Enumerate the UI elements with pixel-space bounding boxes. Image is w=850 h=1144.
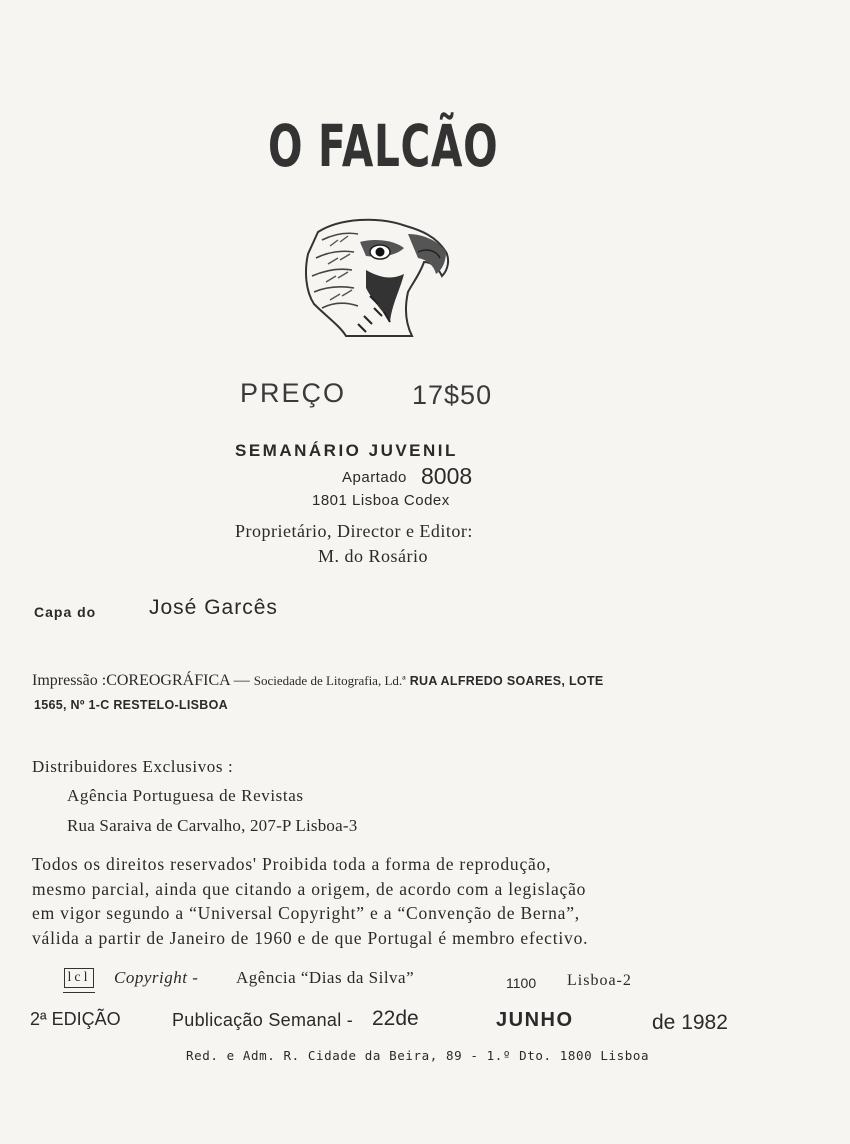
copyright-agency: Agência “Dias da Silva” [236, 968, 415, 987]
copyright-symbol: lcl [64, 968, 94, 988]
price-value: 17$50 [412, 380, 493, 410]
copyright-postal-code: 1100 [506, 975, 537, 991]
publication-year: de 1982 [652, 1011, 728, 1034]
publication-month: JUNHO [496, 1009, 574, 1031]
printing-company-detail: Sociedade de Litografia, Ld.ª [253, 673, 406, 688]
distributor-agency: Agência Portuguesa de Revistas [67, 786, 304, 805]
rights-line: Todos os direitos reservados' Proibida toda a forma de reprodução, [32, 854, 552, 874]
publication-city: 1801 Lisboa Codex [312, 492, 450, 509]
copyright-word: Copyright - [114, 968, 199, 987]
weekly-publication-label: Publicação Semanal - [172, 1010, 354, 1030]
distributors-title: Distribuidores Exclusivos : [32, 757, 234, 776]
cover-credit-label: Capa do [34, 604, 97, 620]
printing-address-continued: 1565, Nº 1-C RESTELO-LISBOA [34, 698, 228, 712]
rights-line: mesmo parcial, ainda que citando a origem, de acordo com a legislação [32, 878, 587, 899]
distributor-address: Rua Saraiva de Carvalho, 207-P Lisboa-3 [67, 816, 358, 835]
printing-label: Impressão : [32, 672, 107, 689]
printing-company: COREOGRÁFICA — [106, 672, 250, 689]
publication-roles: Proprietário, Director e Editor: [235, 521, 473, 541]
rights-line: válida a partir de Janeiro de 1960 e de que Portugal é membro efectivo. [32, 927, 589, 948]
falcon-head-illustration [300, 212, 452, 338]
publication-day: 22de [372, 1007, 419, 1030]
apartado-number: 8008 [421, 463, 473, 489]
edition-number: 2ª EDIÇÃO [30, 1009, 121, 1029]
apartado-label: Apartado [342, 469, 407, 486]
rights-line: em vigor segundo a “Universal Copyright” e a “Convenção de Berna”, [32, 903, 580, 923]
publication-subtitle: SEMANÁRIO JUVENIL [235, 441, 458, 460]
printing-address: RUA ALFREDO SOARES, LOTE [409, 674, 604, 688]
cover-artist-name: José Garcês [149, 596, 278, 619]
price-label: PREÇO [240, 378, 347, 408]
printing-info [32, 672, 604, 690]
administration-address: Red. e Adm. R. Cidade da Beira, 89 - 1.º Dto. 1800 Lisboa [186, 1048, 650, 1063]
publication-owner: M. do Rosário [318, 546, 428, 566]
rights-notice [32, 852, 762, 950]
masthead-title: O FALCÃO [268, 112, 499, 180]
copyright-city: Lisboa-2 [567, 972, 632, 989]
